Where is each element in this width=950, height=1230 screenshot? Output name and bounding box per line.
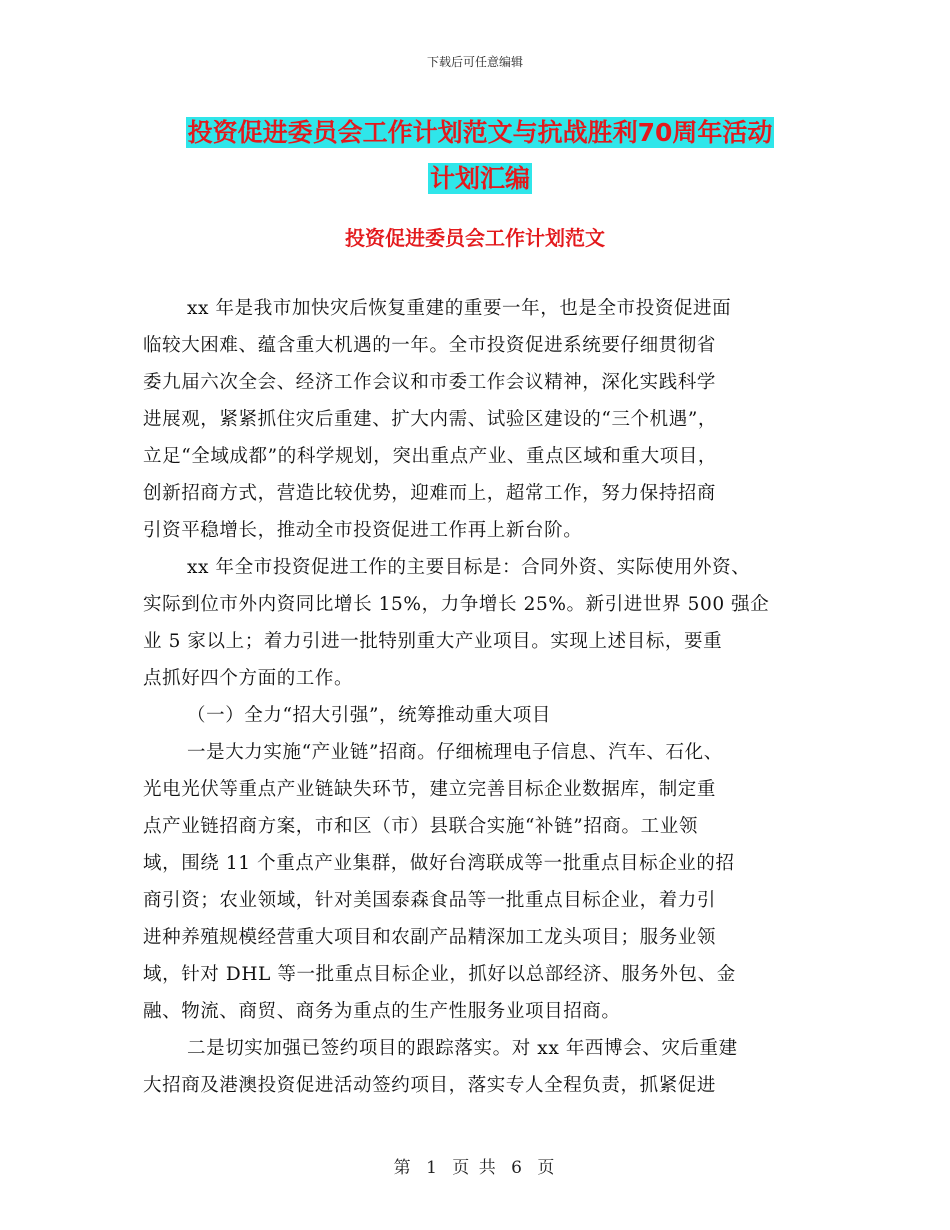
body-line: 进种养殖规模经营重大项目和农副产品精深加工龙头项目；服务业领 xyxy=(143,927,717,948)
footer-page-number: 1 xyxy=(426,1158,439,1178)
body-line: 域，围绕 11 个重点产业集群，做好台湾联成等一批重点目标企业的招 xyxy=(143,853,735,874)
body-line: 立足“全域成都”的科学规划，突出重点产业、重点区域和重大项目， xyxy=(143,446,718,467)
body-line: xx 年是我市加快灾后恢复重建的重要一年，也是全市投资促进面 xyxy=(187,298,732,319)
body-line: 光电光伏等重点产业链缺失环节，建立完善目标企业数据库，制定重 xyxy=(143,779,717,800)
body-line: 创新招商方式，营造比较优势，迎难而上，超常工作，努力保持招商 xyxy=(143,483,717,504)
body-line: 二是切实加强已签约项目的跟踪落实。对 xx 年西博会、灾后重建 xyxy=(187,1038,738,1059)
body-line: 商引资；农业领域，针对美国泰森食品等一批重点目标企业，着力引 xyxy=(143,890,717,911)
body-line: 业 5 家以上；着力引进一批特别重大产业项目。实现上述目标，要重 xyxy=(143,631,723,652)
footer-total-pages: 6 xyxy=(511,1158,524,1178)
page-footer xyxy=(0,1153,950,1178)
body-line: 实际到位市外内资同比增长 15%，力争增长 25%。新引进世界 500 强企 xyxy=(143,594,770,615)
header-note: 下载后可任意编辑 xyxy=(426,55,523,69)
body-line: 引资平稳增长，推动全市投资促进工作再上新台阶。 xyxy=(143,520,583,541)
footer-suffix: 页 xyxy=(537,1158,557,1178)
footer-prefix: 第 xyxy=(393,1158,413,1178)
section-title: 投资促进委员会工作计划范文 xyxy=(345,226,605,250)
body-line: 点产业链招商方案，市和区（市）县联合实施“补链”招商。工业领 xyxy=(143,816,698,837)
title-line-2: 计划汇编 xyxy=(429,164,530,193)
body-line: 进展观，紧紧抓住灾后重建、扩大内需、试验区建设的“三个机遇”， xyxy=(143,409,718,430)
subheading: （一）全力“招大引强”，统筹推动重大项目 xyxy=(187,705,551,726)
body-line: 临较大困难、蕴含重大机遇的一年。全市投资促进系统要仔细贯彻省 xyxy=(143,335,717,356)
body-line: xx 年全市投资促进工作的主要目标是：合同外资、实际使用外资、 xyxy=(187,557,751,578)
footer-middle: 页 共 xyxy=(452,1158,498,1178)
body-line: 域，针对 DHL 等一批重点目标企业，抓好以总部经济、服务外包、金 xyxy=(143,964,736,985)
body-line: 委九届六次全会、经济工作会议和市委工作会议精神，深化实践科学 xyxy=(143,372,717,393)
title-line-1: 投资促进委员会工作计划范文与抗战胜利70周年活动 xyxy=(187,118,773,147)
document-title xyxy=(140,110,820,202)
body-line: 融、物流、商贸、商务为重点的生产性服务业项目招商。 xyxy=(143,1001,621,1022)
body-text xyxy=(143,290,815,1104)
body-line: 大招商及港澳投资促进活动签约项目，落实专人全程负责，抓紧促进 xyxy=(143,1075,717,1096)
body-line: 点抓好四个方面的工作。 xyxy=(143,668,354,689)
body-line: 一是大力实施“产业链”招商。仔细梳理电子信息、汽车、石化、 xyxy=(187,742,723,763)
